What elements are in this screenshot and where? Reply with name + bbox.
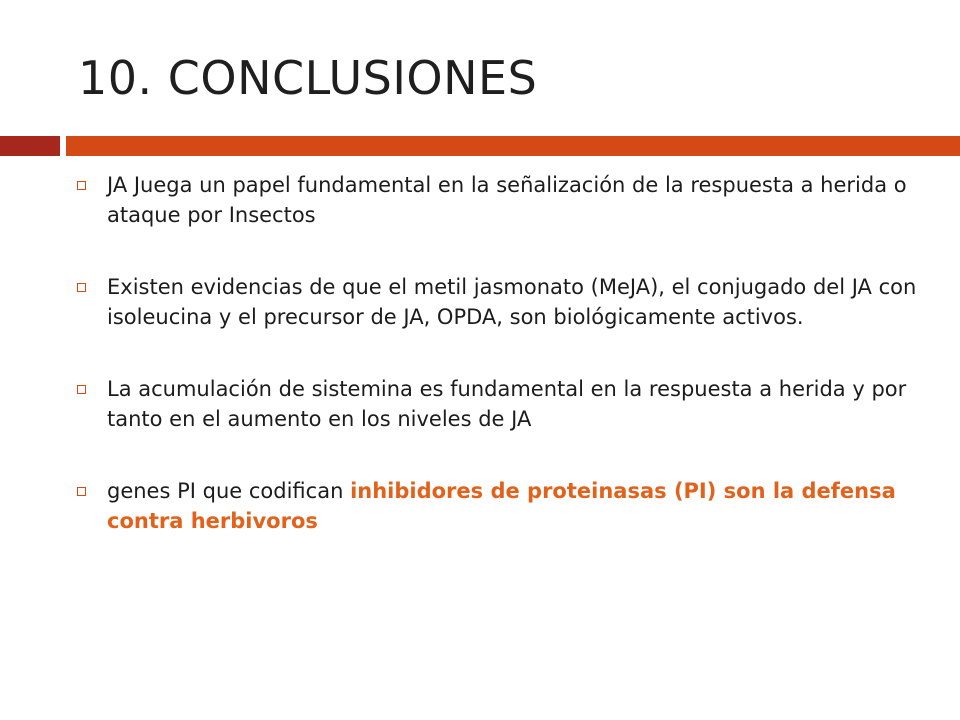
bullet-text: La acumulación de sistemina es fundamental en la respuesta a herida y por tanto en el aumento en los niveles de JA <box>107 377 907 431</box>
hollow-square-bullet-icon <box>77 385 86 394</box>
title-rule-left-segment <box>0 136 60 156</box>
bullet-item-1 <box>75 170 925 230</box>
bullet-text: Existen evidencias de que el metil jasmonato (MeJA), el conjugado del JA con isoleucina y el precursor de JA, OPDA, son biológicamente activos. <box>107 275 917 329</box>
slide-title: 10. CONCLUSIONES <box>78 51 538 105</box>
hollow-square-bullet-icon <box>77 487 86 496</box>
bullet-list <box>75 170 925 578</box>
bullet-text-plain: genes PI que codifican <box>107 479 351 503</box>
hollow-square-bullet-icon <box>77 283 86 292</box>
bullet-item-3 <box>75 374 925 434</box>
bullet-item-2 <box>75 272 925 332</box>
hollow-square-bullet-icon <box>77 181 86 190</box>
bullet-item-4 <box>75 476 925 536</box>
bullet-text-highlight: inhibidores de proteinasas (PI) son la defensa contra herbivoros <box>107 479 896 533</box>
bullet-text: JA Juega un papel fundamental en la señalización de la respuesta a herida o ataque por Insectos <box>107 173 907 227</box>
title-rule-right-segment <box>66 136 960 156</box>
